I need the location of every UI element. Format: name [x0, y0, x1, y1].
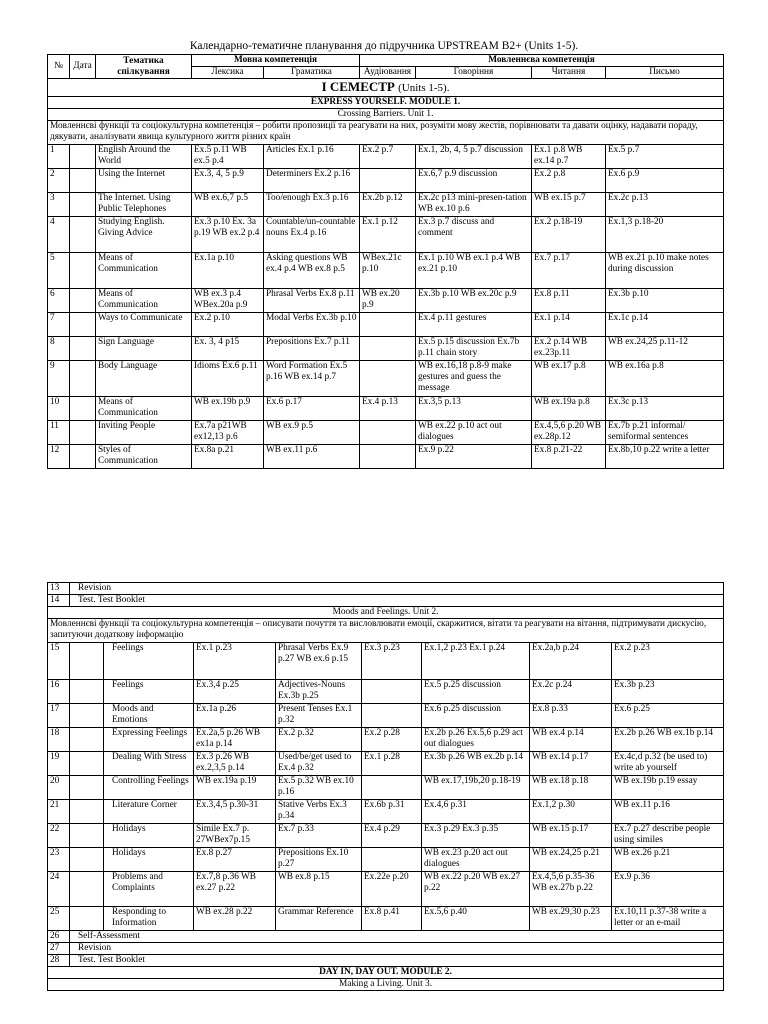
cell-listening: WB ex.20 p.9 [360, 289, 416, 313]
cell-reading: WB ex.19a p.8 [532, 397, 606, 421]
cell-theme: Body Language [96, 361, 192, 397]
cell-speaking: Ex.4 p.11 gestures [416, 313, 532, 337]
table-row [48, 872, 724, 907]
cell-listening [362, 776, 422, 800]
cell-reading: Ex.2 p.8 [532, 169, 606, 193]
table-row [48, 728, 724, 752]
cell-reading: Ex.1,2 p.30 [530, 800, 612, 824]
module1-title: EXPRESS YOURSELF. MODULE 1. [48, 97, 724, 109]
cell-speaking: Ex.2b p.26 Ex.5,6 p.29 act out dialogues [422, 728, 530, 752]
cell-date [70, 253, 96, 289]
cell-listening [362, 848, 422, 872]
table-row [48, 145, 724, 169]
cell-vocab: WB ex.28 p.22 [194, 907, 276, 931]
cell-listening [360, 445, 416, 469]
cell-grammar: Adjectives-Nouns Ex.3b p.25 [276, 680, 362, 704]
cell-num: 5 [48, 253, 70, 289]
cell-vocab: WB ex.19a p.19 [194, 776, 276, 800]
plan-table-page1 [47, 54, 724, 469]
table-row [48, 955, 724, 967]
cell-num: 9 [48, 361, 70, 397]
cell-writing: Ex.7b p.21 informal/ semiformal sentences [606, 421, 724, 445]
cell-writing: Ex.9 p.36 [612, 872, 724, 907]
unit1-rows [48, 145, 724, 469]
cell-grammar: Phrasal Verbs Ex.8 p.11 [264, 289, 360, 313]
cell-writing: WB ex.16a p.8 [606, 361, 724, 397]
cell-num: 10 [48, 397, 70, 421]
cell-theme: Moods and Emotions [104, 704, 194, 728]
semester-units: (Units 1-5). [398, 82, 450, 94]
cell-num: 20 [48, 776, 70, 800]
cell-vocab: Ex.3 p.10 Ex. 3a p.19 WB ex.2 p.4 [192, 217, 264, 253]
cell-reading: WB ex.18 p.18 [530, 776, 612, 800]
cell-speaking: Ex.6 p.25 discussion [422, 704, 530, 728]
cell-num: 2 [48, 169, 70, 193]
cell-date [70, 907, 104, 931]
header-writing: Письмо [606, 67, 724, 79]
cell-speaking: Ex.5 p.25 discussion [422, 680, 530, 704]
cell-date [70, 445, 96, 469]
revision-rows-a [48, 583, 724, 607]
cell-theme: Means of Communication [96, 289, 192, 313]
plan-table-page2 [47, 582, 724, 991]
cell-date [70, 361, 96, 397]
cell-speaking: WB ex.23 p.20 act out dialogues [422, 848, 530, 872]
cell-speaking: Ex.9 p.22 [416, 445, 532, 469]
cell-reading: WB ex.15 p.17 [530, 824, 612, 848]
cell-topic: Test. Test Booklet [70, 955, 724, 967]
cell-listening: Ex.1 p.28 [362, 752, 422, 776]
cell-theme: Feelings [104, 680, 194, 704]
cell-date [70, 193, 96, 217]
cell-num: 4 [48, 217, 70, 253]
cell-theme: Styles of Communication [96, 445, 192, 469]
cell-grammar: Ex.6 p.17 [264, 397, 360, 421]
cell-listening: Ex.22e p.20 [362, 872, 422, 907]
cell-theme: Expressing Feelings [104, 728, 194, 752]
cell-listening [360, 361, 416, 397]
table-row [48, 943, 724, 955]
cell-reading: WB ex.15 p.7 [532, 193, 606, 217]
table-row [48, 313, 724, 337]
cell-num: 25 [48, 907, 70, 931]
cell-num: 24 [48, 872, 70, 907]
cell-num: 23 [48, 848, 70, 872]
table-row [48, 397, 724, 421]
cell-date [70, 169, 96, 193]
cell-listening [360, 313, 416, 337]
cell-theme: Using the Internet [96, 169, 192, 193]
cell-vocab: Ex.1a p.10 [192, 253, 264, 289]
cell-reading: Ex.2c p.24 [530, 680, 612, 704]
cell-grammar: Present Tenses Ex.1 p.32 [276, 704, 362, 728]
header-language-competence: Мовна компетенція [192, 55, 360, 67]
cell-speaking: Ex.6,7 p.9 discussion [416, 169, 532, 193]
cell-num: 27 [48, 943, 70, 955]
cell-num: 19 [48, 752, 70, 776]
cell-listening [360, 169, 416, 193]
cell-grammar: Countable/un-countable nouns Ex.4 p.16 [264, 217, 360, 253]
unit2-title: Moods and Feelings. Unit 2. [48, 607, 724, 619]
cell-writing: Ex.3c p.13 [606, 397, 724, 421]
cell-date [70, 421, 96, 445]
table-row [48, 595, 724, 607]
cell-writing: Ex.6 p.9 [606, 169, 724, 193]
cell-listening: Ex.2b p.12 [360, 193, 416, 217]
cell-writing: Ex.10,11 p.37-38 write a letter or an e-mail [612, 907, 724, 931]
cell-writing: WB ex.11 p.16 [612, 800, 724, 824]
cell-vocab: WB ex.6,7 p.5 [192, 193, 264, 217]
cell-num: 22 [48, 824, 70, 848]
cell-speaking: Ex.2c p13 mini-presen-tation WB ex.10 p.6 [416, 193, 532, 217]
cell-date [70, 145, 96, 169]
table-row [48, 907, 724, 931]
unit1-title: Crossing Barriers. Unit 1. [48, 109, 724, 121]
cell-listening [360, 337, 416, 361]
functions-unit1: Мовленнєві функції та соціокультурна компетенція – робити пропозиції та реагувати на них, розуміти мову жестів, порівнювати та давати оцінку, надавати пораду, дякувати, аналізувати явища культурного життя різних країн [48, 121, 724, 145]
cell-vocab: Idioms Ex.6 p.11 [192, 361, 264, 397]
cell-listening: Ex.4 p.29 [362, 824, 422, 848]
cell-num: 8 [48, 337, 70, 361]
cell-writing: Ex.5 p.7 [606, 145, 724, 169]
cell-listening [360, 421, 416, 445]
cell-listening: Ex.1 p.12 [360, 217, 416, 253]
cell-speaking: Ex.3 p.29 Ex.3 p.35 [422, 824, 530, 848]
cell-vocab: Ex.2a,5 p.26 WB ex1a p.14 [194, 728, 276, 752]
cell-listening: Ex.2 p.7 [360, 145, 416, 169]
cell-reading: Ex.7 p.17 [532, 253, 606, 289]
cell-vocab: Ex.5 p.11 WB ex.5 p.4 [192, 145, 264, 169]
header-speech-competence: Мовленнєва компетенція [360, 55, 724, 67]
cell-reading: WB ex.17 p.8 [532, 361, 606, 397]
semester-heading [48, 79, 724, 97]
cell-grammar: WB ex.9 p.5 [264, 421, 360, 445]
cell-grammar: WB ex.8 p.15 [276, 872, 362, 907]
cell-theme: Holidays [104, 824, 194, 848]
cell-date [70, 776, 104, 800]
cell-grammar: Articles Ex.1 p.16 [264, 145, 360, 169]
cell-theme: Sign Language [96, 337, 192, 361]
cell-vocab: Ex.8a p.21 [192, 445, 264, 469]
module2-title: DAY IN, DAY OUT. MODULE 2. [48, 967, 724, 979]
cell-date [70, 752, 104, 776]
cell-writing: Ex.7 p.27 describe people using similes [612, 824, 724, 848]
functions-unit2: Мовленнєві функції та соціокультурна компетенція – описувати почуття та висловлювати емоції, скаржитися, вітати та реагувати на вітання, підтримувати дискусію, запитуючи додаткову інформацію [48, 619, 724, 643]
cell-grammar: Asking questions WB ex.4 p.4 WB ex.8 p.5 [264, 253, 360, 289]
cell-speaking: WB ex.22 p.10 act out dialogues [416, 421, 532, 445]
cell-speaking: WB ex.22 p.20 WB ex.27 p.22 [422, 872, 530, 907]
table-row [48, 776, 724, 800]
table-row [48, 800, 724, 824]
table-row [48, 193, 724, 217]
cell-theme: Means of Communication [96, 397, 192, 421]
cell-reading: WB ex.14 p.17 [530, 752, 612, 776]
cell-writing: Ex.8b,10 p.22 write a letter [606, 445, 724, 469]
cell-theme: Means of Communication [96, 253, 192, 289]
cell-writing: WB ex.26 p.21 [612, 848, 724, 872]
cell-listening: Ex.8 p.41 [362, 907, 422, 931]
cell-grammar: Phrasal Verbs Ex.9 p.27 WB ex.6 p.15 [276, 643, 362, 680]
table-row [48, 169, 724, 193]
cell-num: 14 [48, 595, 70, 607]
cell-reading: WB ex.29,30 p.23 [530, 907, 612, 931]
cell-writing: Ex.1,3 p.18-20 [606, 217, 724, 253]
cell-speaking: WB ex.16,18 p.8-9 make gestures and guess the message [416, 361, 532, 397]
cell-speaking: Ex.3b p.10 WB ex.20c p.9 [416, 289, 532, 313]
unit3-title: Making a Living. Unit 3. [48, 979, 724, 991]
header-grammar: Граматика [264, 67, 360, 79]
cell-vocab: Ex.1 p.23 [194, 643, 276, 680]
cell-num: 18 [48, 728, 70, 752]
cell-date [70, 728, 104, 752]
cell-topic: Test. Test Booklet [70, 595, 724, 607]
cell-num: 1 [48, 145, 70, 169]
cell-writing: Ex.2b p.26 WB ex.1b p.14 [612, 728, 724, 752]
cell-grammar: Stative Verbs Ex.3 p.34 [276, 800, 362, 824]
cell-vocab: Ex.7a p21WB ex12,13 p.6 [192, 421, 264, 445]
cell-theme: Literature Corner [104, 800, 194, 824]
cell-date [70, 680, 104, 704]
cell-num: 6 [48, 289, 70, 313]
cell-grammar: Word Formation Ex.5 p.16 WB ex.14 p.7 [264, 361, 360, 397]
table-row [48, 421, 724, 445]
cell-reading: Ex.8 p.11 [532, 289, 606, 313]
cell-reading: Ex.1 p.14 [532, 313, 606, 337]
cell-date [70, 643, 104, 680]
cell-reading: Ex.2 p.14 WB ex.23p.11 [532, 337, 606, 361]
table-row [48, 824, 724, 848]
cell-grammar: Prepositions Ex.7 p.11 [264, 337, 360, 361]
table-row [48, 680, 724, 704]
cell-writing: WB ex.19b p.19 essay [612, 776, 724, 800]
cell-theme: Holidays [104, 848, 194, 872]
cell-grammar: Used/be/get used to Ex.4 p.32 [276, 752, 362, 776]
cell-date [70, 289, 96, 313]
cell-listening: Ex.2 p.28 [362, 728, 422, 752]
table-row [48, 704, 724, 728]
cell-num: 13 [48, 583, 70, 595]
cell-listening: Ex.3 p.23 [362, 643, 422, 680]
cell-reading: Ex.1 p.8 WB ex.14 p.7 [532, 145, 606, 169]
cell-writing: Ex.2 p.23 [612, 643, 724, 680]
cell-speaking: Ex.4,6 p.31 [422, 800, 530, 824]
cell-vocab: Ex.3 p.26 WB ex.2,3,5 p.14 [194, 752, 276, 776]
table-row [48, 583, 724, 595]
cell-listening [362, 704, 422, 728]
cell-writing: Ex.4c,d p.32 (be used to) write ab yourself [612, 752, 724, 776]
cell-theme: The Internet. Using Public Telephones [96, 193, 192, 217]
cell-theme: Responding to Information [104, 907, 194, 931]
table-row [48, 289, 724, 313]
cell-topic: Self-Assessment [70, 931, 724, 943]
table-row [48, 643, 724, 680]
cell-speaking: Ex.3,5 p.13 [416, 397, 532, 421]
cell-date [70, 313, 96, 337]
cell-speaking: Ex.5 p.15 discussion Ex.7b p.11 chain story [416, 337, 532, 361]
cell-theme: Problems and Complaints [104, 872, 194, 907]
cell-num: 16 [48, 680, 70, 704]
cell-reading: WB ex.4 p.14 [530, 728, 612, 752]
cell-listening [362, 680, 422, 704]
cell-listening: Ex.6b p.31 [362, 800, 422, 824]
cell-vocab: Ex.3, 4, 5 p.9 [192, 169, 264, 193]
cell-speaking: Ex.1,2 p.23 Ex.1 p.24 [422, 643, 530, 680]
cell-writing: Ex.3b p.10 [606, 289, 724, 313]
cell-writing: Ex.3b p.23 [612, 680, 724, 704]
cell-vocab: Ex.8 p.27 [194, 848, 276, 872]
table-row [48, 445, 724, 469]
cell-num: 21 [48, 800, 70, 824]
cell-writing: Ex.1c p.14 [606, 313, 724, 337]
cell-vocab: Ex.1a p.26 [194, 704, 276, 728]
cell-reading: Ex.2a,b p.24 [530, 643, 612, 680]
cell-date [70, 337, 96, 361]
cell-num: 26 [48, 931, 70, 943]
cell-listening: Ex.4 p.13 [360, 397, 416, 421]
header-theme: Тематика спілкування [96, 55, 192, 79]
table-row [48, 217, 724, 253]
table-row [48, 337, 724, 361]
cell-writing: Ex.6 p.25 [612, 704, 724, 728]
cell-vocab: Ex.3,4 p.25 [194, 680, 276, 704]
cell-theme: Controlling Feelings [104, 776, 194, 800]
cell-speaking: Ex.3 p.7 discuss and comment [416, 217, 532, 253]
cell-topic: Revision [70, 943, 724, 955]
cell-theme: Inviting People [96, 421, 192, 445]
cell-speaking: WB ex.17,19b,20 p.18-19 [422, 776, 530, 800]
cell-speaking: Ex.5,6 p.40 [422, 907, 530, 931]
cell-reading: Ex.8 p.21-22 [532, 445, 606, 469]
header-date: Дата [70, 55, 96, 79]
cell-vocab: Simile Ex.7 p. 27WBex7p.15 [194, 824, 276, 848]
cell-num: 12 [48, 445, 70, 469]
cell-theme: Dealing With Stress [104, 752, 194, 776]
table-row [48, 361, 724, 397]
cell-theme: Ways to Communicate [96, 313, 192, 337]
cell-writing: WB ex.24,25 p.11-12 [606, 337, 724, 361]
cell-vocab: WB ex.19b p.9 [192, 397, 264, 421]
cell-vocab: WB ex.3 p.4 WBex.20a p.9 [192, 289, 264, 313]
cell-date [70, 217, 96, 253]
cell-grammar: Grammar Reference [276, 907, 362, 931]
cell-reading: Ex.4,5,6 p.35-36 WB ex.27b p.22 [530, 872, 612, 907]
cell-grammar: Ex.7 p.33 [276, 824, 362, 848]
cell-date [70, 872, 104, 907]
cell-grammar: Determiners Ex.2 p.16 [264, 169, 360, 193]
cell-num: 7 [48, 313, 70, 337]
cell-grammar: Ex.2 p.32 [276, 728, 362, 752]
cell-grammar: WB ex.11 p.6 [264, 445, 360, 469]
table-row [48, 253, 724, 289]
cell-date [70, 800, 104, 824]
table-row [48, 752, 724, 776]
header-vocab: Лексика [192, 67, 264, 79]
cell-theme: English Around the World [96, 145, 192, 169]
cell-date [70, 397, 96, 421]
cell-num: 15 [48, 643, 70, 680]
cell-theme: Studying English. Giving Advice [96, 217, 192, 253]
cell-date [70, 848, 104, 872]
semester-label: І СЕМЕСТР [321, 79, 395, 94]
header-num: № [48, 55, 70, 79]
cell-grammar: Ex.5 p.32 WB ex.10 p.16 [276, 776, 362, 800]
cell-vocab: Ex.3,4,5 p.30-31 [194, 800, 276, 824]
cell-reading: Ex.4,5,6 p.20 WB ex.28p.12 [532, 421, 606, 445]
revision-rows-b [48, 931, 724, 967]
cell-listening: WBex.21c p.10 [360, 253, 416, 289]
table-row [48, 848, 724, 872]
cell-num: 17 [48, 704, 70, 728]
cell-reading: Ex.8 p.33 [530, 704, 612, 728]
cell-speaking: Ex.1 p.10 WB ex.1 p.4 WB ex.21 p.10 [416, 253, 532, 289]
cell-num: 3 [48, 193, 70, 217]
cell-grammar: Too/enough Ex.3 p.16 [264, 193, 360, 217]
cell-writing: Ex.2c p.13 [606, 193, 724, 217]
cell-num: 11 [48, 421, 70, 445]
header-reading: Читання [532, 67, 606, 79]
cell-grammar: Modal Verbs Ex.3b p.10 [264, 313, 360, 337]
cell-date [70, 704, 104, 728]
cell-vocab: Ex.2 p.10 [192, 313, 264, 337]
table-row [48, 931, 724, 943]
document-title: Календарно-тематичне планування до підручника UPSTREAM B2+ (Units 1-5). [189, 40, 579, 52]
cell-vocab: Ex. 3, 4 p15 [192, 337, 264, 361]
cell-writing: WB ex.21 p.10 make notes during discussion [606, 253, 724, 289]
cell-speaking: Ex.1, 2b, 4, 5 p.7 discussion [416, 145, 532, 169]
cell-date [70, 824, 104, 848]
cell-reading: WB ex.24,25 p.21 [530, 848, 612, 872]
header-listening: Аудіювання [360, 67, 416, 79]
cell-topic: Revision [70, 583, 724, 595]
header-speaking: Говоріння [416, 67, 532, 79]
cell-theme: Feelings [104, 643, 194, 680]
unit2-rows [48, 643, 724, 931]
cell-grammar: Prepositions Ex.10 p.27 [276, 848, 362, 872]
cell-speaking: Ex.3b p.26 WB ex.2b p.14 [422, 752, 530, 776]
cell-vocab: Ex.7,8 p.36 WB ex.27 p.22 [194, 872, 276, 907]
cell-reading: Ex.2 p.18-19 [532, 217, 606, 253]
cell-num: 28 [48, 955, 70, 967]
